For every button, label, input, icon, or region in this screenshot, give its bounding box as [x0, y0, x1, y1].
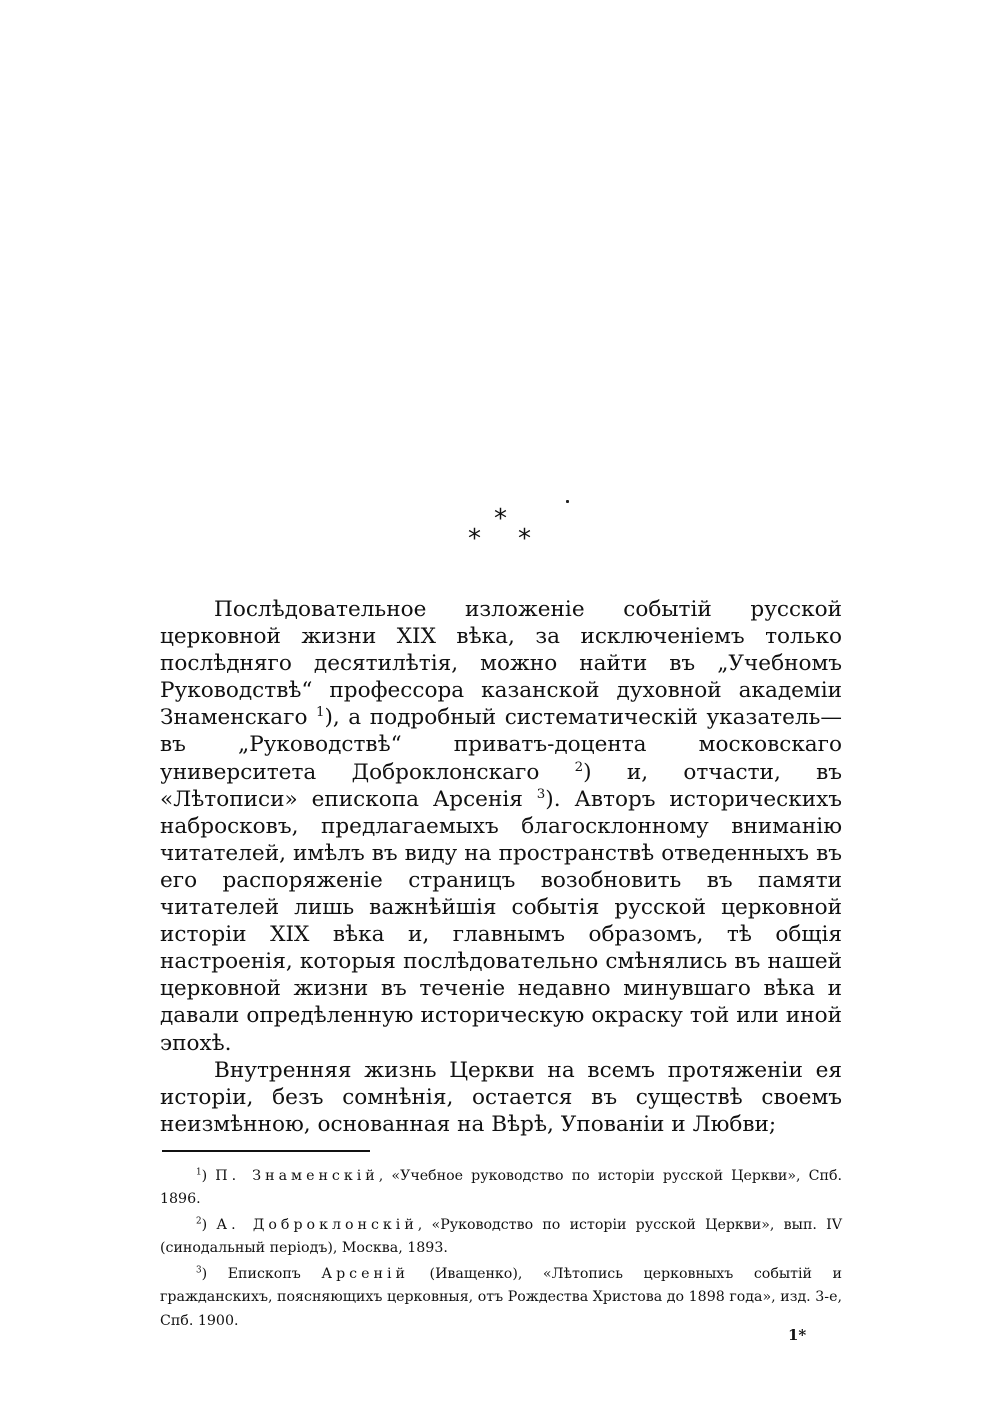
- footnotes: [160, 1165, 842, 1333]
- footnote-ref-1: 1: [315, 705, 325, 721]
- footnote-2-text: , «Руководство по исторіи русской Церкви», вып. IV (синодальный періодъ), Москва, 1893.: [160, 1217, 842, 1257]
- asterism-star-right: *: [518, 524, 531, 554]
- footnote-2-author: А. Доброклонскій: [216, 1217, 418, 1234]
- paragraph-1: [160, 596, 842, 1057]
- footnote-divider: [162, 1150, 370, 1152]
- footnote-marker-2: 2: [196, 1216, 202, 1227]
- paragraph-2: Внутренняя жизнь Церкви на всемъ протяженіи ея исторіи, безъ сомнѣнія, остается въ существѣ своемъ неизмѣнною, основанная на Вѣрѣ, Упованіи и Любви;: [160, 1057, 842, 1137]
- footnote-marker-1: 1: [196, 1167, 202, 1178]
- footnote-3: $^3$) Епископъ Арсеній (Иващенко), «Лѣтопись церковныхъ событій и гражданскихъ, поясняющихъ церковныя, отъ Рождества Христова до 1898 года», изд. 3-е, Спб. 1900.: [160, 1265, 843, 1329]
- paragraph-1-part-4: ). Авторъ историческихъ набросковъ, предлагаемыхъ благосклонному вниманію читателей, имѣлъ въ виду на пространствѣ отведенныхъ въ его распоряженіе страницъ возобновить въ памяти читателей лишь важнѣйшія событія русской церковной исторіи XIX вѣка и, главнымъ образомъ, тѣ общія настроенія, которыя послѣдовательно смѣнялись въ нашей церковной жизни въ теченіе недавно минувшаго вѣка и давали опредѣленную историческую окраску той или иной эпохѣ.: [160, 786, 843, 1056]
- asterism-ornament: [0, 498, 1000, 558]
- page-number: 1*: [788, 1326, 807, 1344]
- footnote-1: $^1$) П. Знаменскій, «Учебное руководство по исторіи русской Церкви», Спб. 1896.: [160, 1167, 843, 1208]
- footnote-ref-2: 2: [574, 759, 584, 775]
- footnote-marker-3: 3: [196, 1265, 202, 1276]
- paragraph-1-part-2: ), а подробный систематическій указатель— въ „Руководствѣ“ приватъ-доцента московскаго университета Доброклонскаго: [160, 705, 842, 785]
- main-text: [160, 596, 842, 1138]
- paragraph-1-part-3: ) и, отчасти, въ «Лѣтописи» епископа Арсенія: [160, 759, 843, 812]
- footnote-1-author: П. Знаменскій: [215, 1168, 379, 1184]
- asterism-star-top: *: [494, 504, 507, 534]
- footnote-2: $^2$) А. Доброклонскій, «Руководство по исторіи русской Церкви», вып. IV (синодальный періодъ), Москва, 1893.: [160, 1216, 842, 1257]
- paragraph-1-part-1: Послѣдовательное изложеніе событій русской церковной жизни XIX вѣка, за исключеніемъ только послѣдняго десятилѣтія, можно найти въ „Учебномъ Руководствѣ“ профессора казанской духовной академіи Знаменскаго: [160, 597, 842, 731]
- footnote-1-text: , «Учебное руководство по исторіи русской Церкви», Спб. 1896.: [160, 1168, 843, 1208]
- footnote-3-prefix: Епископъ: [227, 1266, 322, 1283]
- footnote-3-text: (Иващенко), «Лѣтопись церковныхъ событій и гражданскихъ, поясняющихъ церковныя, отъ Рождества Христова до 1898 года», изд. 3-е, Спб. 1900.: [160, 1266, 843, 1329]
- footnote-ref-3: 3: [536, 786, 546, 802]
- footnote-3-author: Арсеній: [321, 1266, 409, 1283]
- asterism-star-left: *: [468, 524, 481, 554]
